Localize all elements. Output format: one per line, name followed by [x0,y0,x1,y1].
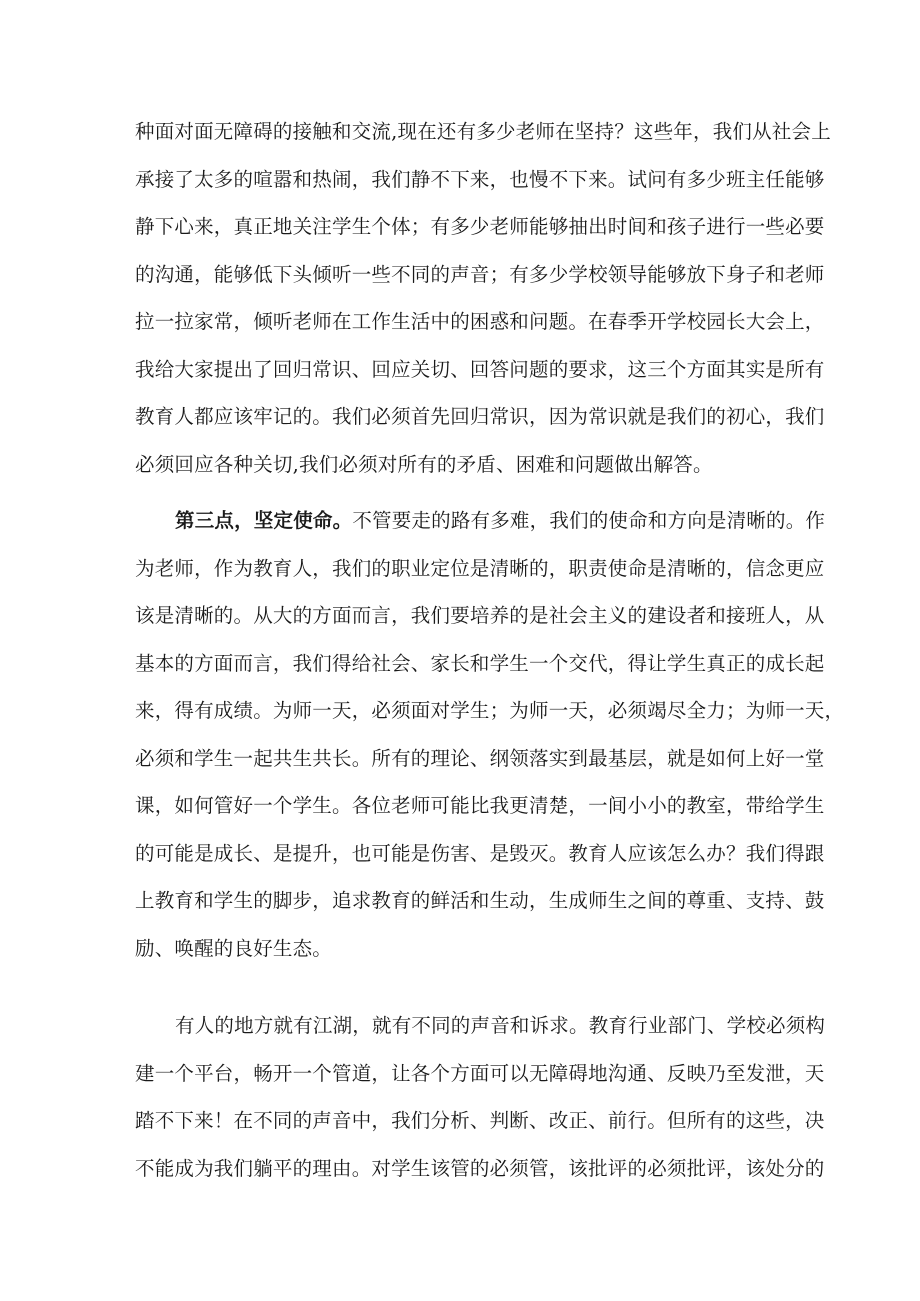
text-line: 我给大家提出了回归常识、回应关切、回答问题的要求，这三个方面其实是所有 [135,357,825,381]
text-run: 不管要走的路有多难，我们的使命和方向是清晰的。作 [352,509,826,532]
text-line: 来，得有成绩。为师一天，必须面对学生；为师一天，必须竭尽全力；为师一天， [135,699,845,722]
text-line: 必须和学生一起共生共长。所有的理论、纲领落实到最基层，就是如何上好一堂 [135,746,825,770]
text-line: 种面对面无障碍的接触和交流,现在还有多少老师在坚持？这些年，我们从社会上 [135,120,831,143]
text-line: 教育人都应该牢记的。我们必须首先回归常识，因为常识就是我们的初心，我们 [135,405,825,428]
text-line: 静下心来，真正地关注学生个体；有多少老师能够抽出时间和孩子进行一些必要 [135,215,825,238]
text-line: 不能成为我们躺平的理由。对学生该管的必须管，该批评的必须批评，该处分的 [135,1156,825,1180]
text-line: 建一个平台，畅开一个管道，让各个方面可以无障碍地沟通、反映乃至发泄，天 [135,1061,825,1085]
paragraph-3 [135,1002,826,1192]
text-line: 上教育和学生的脚步，追求教育的鲜活和生动，生成师生之间的尊重、支持、鼓 [135,889,825,912]
text-line: 基本的方面而言，我们得给社会、家长和学生一个交代，得让学生真正的成长起 [135,651,825,675]
text-line: 该是清晰的。从大的方面而言，我们要培养的是社会主义的建设者和接班人，从 [135,604,825,627]
text-line: 必须回应各种关切,我们必须对所有的矛盾、困难和问题做出解答。 [135,452,713,476]
text-line-first: 有人的地方就有江湖，就有不同的声音和诉求。教育行业部门、学校必须构 [175,1014,826,1037]
text-line: 励、唤醒的良好生态。 [135,936,333,960]
paragraph-1 [135,108,831,488]
paragraph-2 [135,497,845,972]
section-heading: 第三点，坚定使命。 [175,509,353,532]
text-line: 踏不下来！在不同的声音中，我们分析、判断、改正、前行。但所有的这些，决 [135,1109,825,1132]
text-line: 的可能是成长、是提升，也可能是伤害、是毁灭。教育人应该怎么办？我们得跟 [135,841,825,865]
text-line: 的沟通，能够低下头倾听一些不同的声音；有多少学校领导能够放下身子和老师 [135,262,825,286]
text-line: 课，如何管好一个学生。各位老师可能比我更清楚，一间小小的教室，带给学生 [135,794,825,817]
text-line: 承接了太多的喧嚣和热闹，我们静不下来，也慢不下来。试问有多少班主任能够 [135,167,825,191]
text-line: 拉一拉家常，倾听老师在工作生活中的困惑和问题。在春季开学校园长大会上， [135,310,825,333]
text-line: 为老师，作为教育人，我们的职业定位是清晰的，职责使命是清晰的，信念更应 [135,556,825,580]
text-line-first [135,497,826,545]
